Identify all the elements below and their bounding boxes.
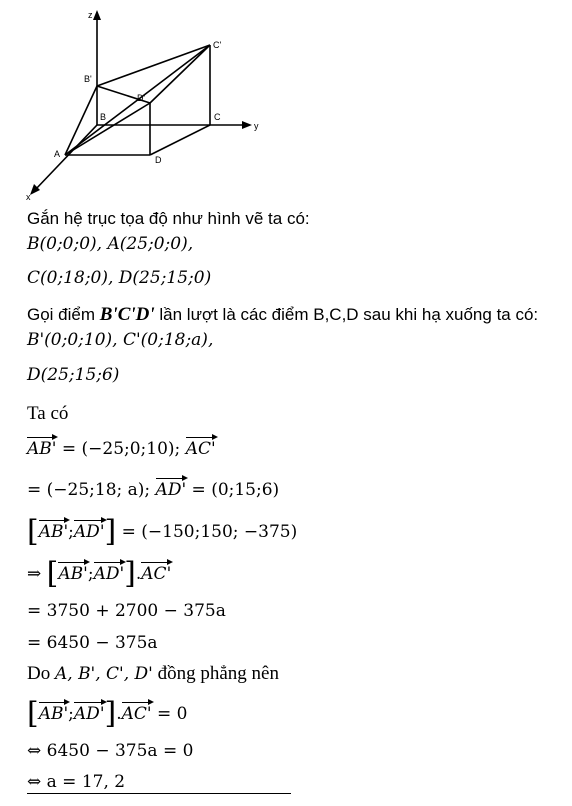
z-arrow-icon	[93, 10, 101, 20]
x-axis	[35, 125, 97, 190]
answer-underline	[27, 793, 291, 794]
vector-line-2-b: = (0;15;6)	[186, 480, 280, 500]
vector-ac: AC'	[185, 439, 216, 459]
label-y: y	[254, 121, 259, 131]
label-Dp: D'	[137, 93, 146, 103]
label-C: C	[214, 112, 221, 122]
vector-line-1-mid: = (−25;0;10);	[56, 439, 186, 459]
implies-arrow: ⇒	[27, 564, 42, 584]
equation-line: [AB';AD'].AC' = 0	[27, 696, 188, 731]
ta-co-line: Ta có	[27, 403, 69, 424]
vector-line-2-a: = (−25;18; a);	[27, 480, 156, 500]
eq-sep: ;	[68, 704, 74, 724]
coplanar-line	[27, 663, 279, 685]
cross-product-line: [AB';AD'] = (−150;150; −375)	[27, 514, 298, 549]
answer-line: ⇔ a = 17, 2	[27, 772, 126, 792]
cp-vector-ad: AD'	[73, 522, 105, 542]
solve-line: ⇔ 6450 − 375a = 0	[27, 741, 194, 761]
intro-line: Gắn hệ trục tọa độ như hình vẽ ta có:	[27, 209, 310, 228]
sum-line: = 3750 + 2700 − 375a	[27, 601, 226, 621]
points-line-c: lần lượt là các điểm B,C,D sau khi hạ xuống ta có:	[154, 305, 539, 324]
vector-line-2	[27, 478, 279, 500]
coords-line-2: C(0;18;0), D(25;15;0)	[27, 268, 212, 288]
3d-coordinate-figure	[0, 0, 572, 205]
label-Bp: B'	[84, 74, 92, 84]
eq-dot: .	[116, 704, 122, 724]
eq-vector-ac: AC'	[121, 704, 152, 724]
mp-sep: ;	[87, 564, 94, 584]
coplanar-c: đồng phẳng nên	[152, 663, 279, 684]
eq-vector-ad: AD'	[73, 704, 105, 724]
cp-sep: ;	[68, 522, 74, 542]
coplanar-points: A, B', C', D'	[54, 664, 153, 684]
label-x: x	[26, 192, 31, 202]
mp-vector-ad: AD'	[93, 564, 125, 584]
label-Cp: C'	[213, 40, 222, 50]
result-line: = 6450 − 375a	[27, 633, 158, 653]
eq-end: = 0	[151, 704, 188, 724]
vector-ad: AD'	[155, 480, 187, 500]
coplanar-a: Do	[27, 663, 55, 684]
vector-line-1	[27, 437, 216, 459]
label-D: D	[155, 155, 162, 165]
eq-vector-ab: AB'	[38, 704, 69, 724]
mp-dot: .	[135, 564, 142, 584]
points-names: B'C'D'	[99, 304, 155, 325]
coords-line-4: D(25;15;6)	[27, 365, 120, 385]
cp-vector-ab: AB'	[38, 522, 69, 542]
points-line	[27, 304, 538, 326]
vector-ab: AB'	[27, 439, 57, 459]
mp-vector-ac: AC'	[141, 564, 172, 584]
mp-vector-ab: AB'	[58, 564, 88, 584]
label-B: B	[100, 112, 107, 122]
points-line-a: Gọi điểm	[27, 305, 100, 324]
coords-line-1: B(0;0;0), A(25;0;0),	[27, 234, 194, 254]
y-arrow-icon	[242, 121, 252, 129]
label-A: A	[54, 149, 61, 159]
mixed-product-line: ⇒ [AB';AD'].AC'	[27, 556, 172, 591]
cp-result: = (−150;150; −375)	[116, 522, 298, 542]
coords-line-3: B'(0;0;10), C'(0;18;a),	[27, 330, 214, 350]
label-z: z	[88, 10, 93, 20]
